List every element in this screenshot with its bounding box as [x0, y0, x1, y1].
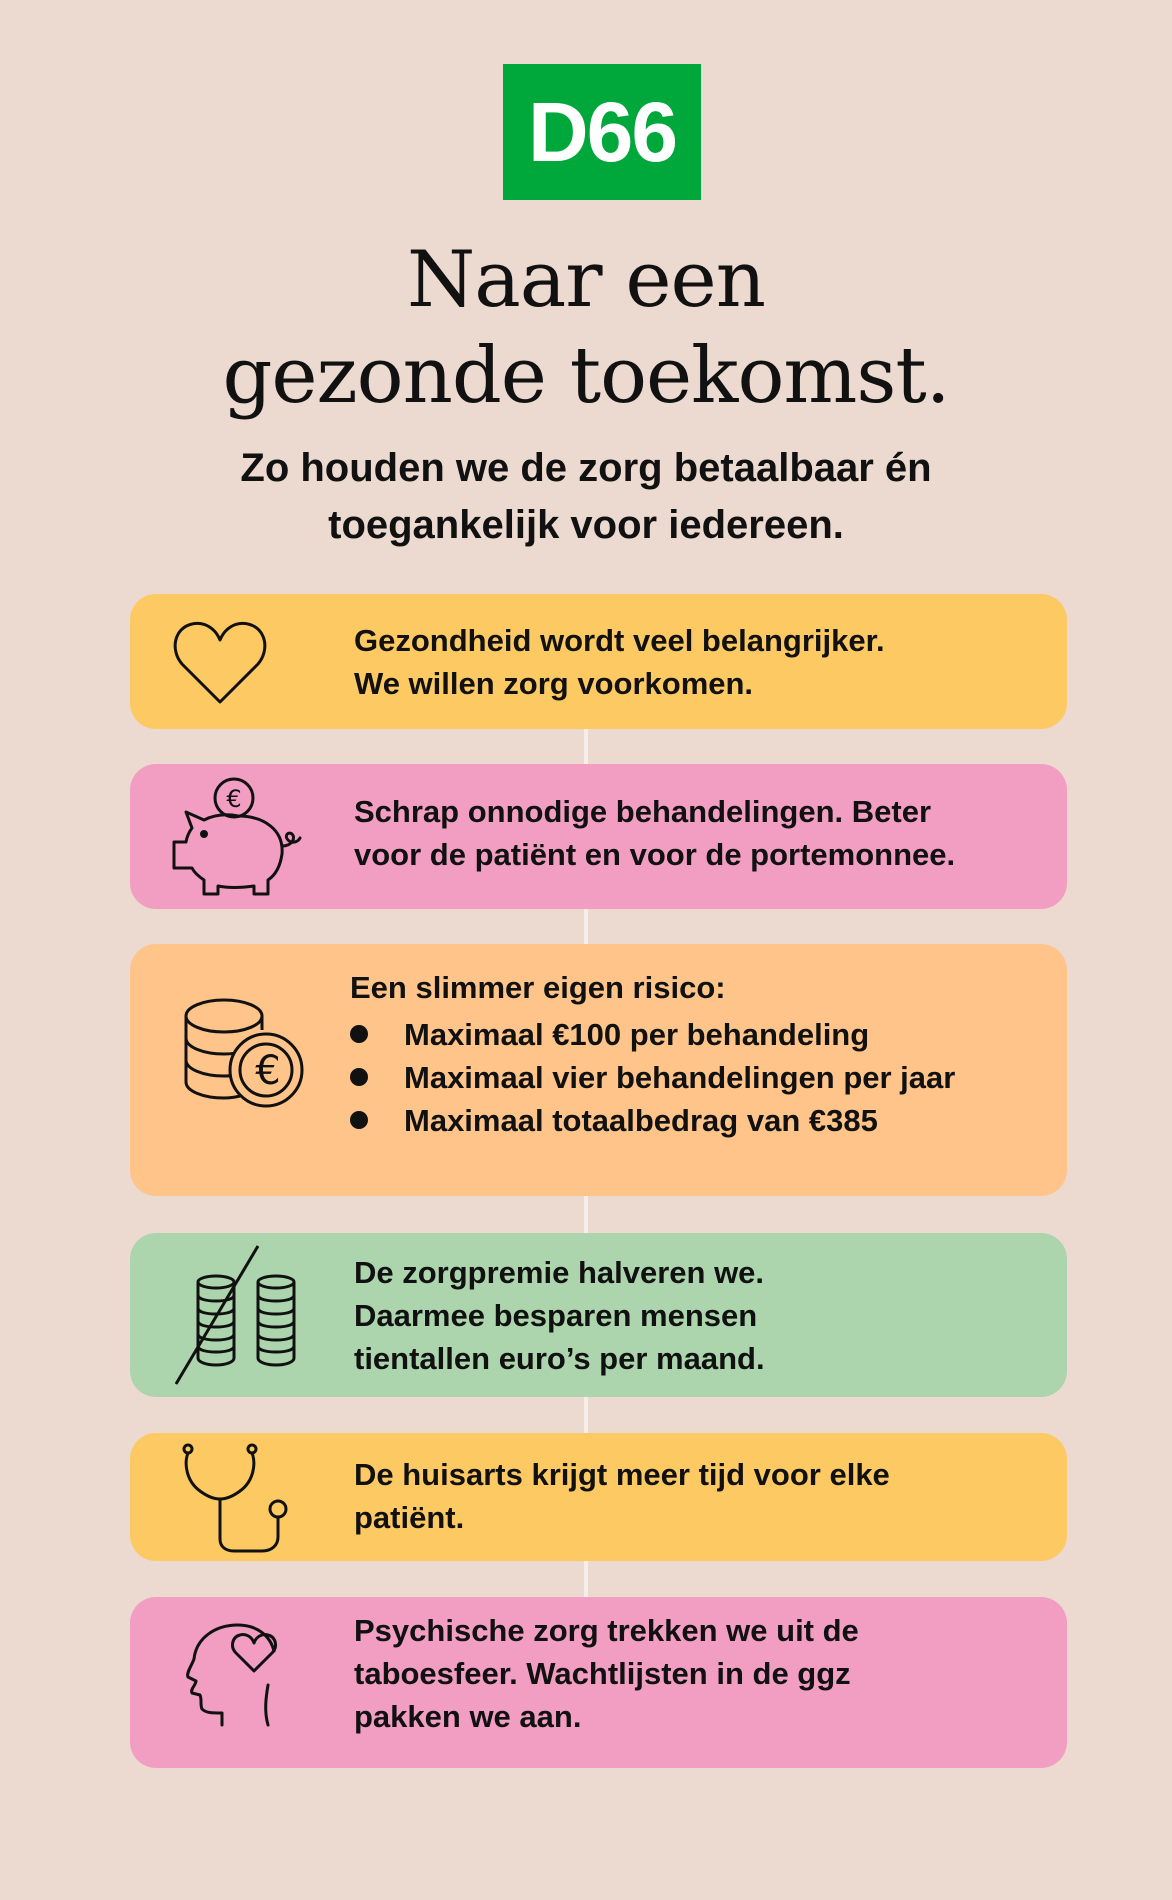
own-risk-heading: Een slimmer eigen risico: — [350, 970, 726, 1005]
subtitle-line-1: Zo houden we de zorg betaalbaar én — [240, 446, 932, 490]
svg-text:€: € — [226, 785, 242, 813]
card-mental-health-text — [354, 1609, 1037, 1738]
svg-text:€: € — [255, 1048, 281, 1094]
text-line: Gezondheid wordt veel belangrijker. — [354, 623, 885, 658]
heart-icon — [170, 614, 270, 710]
coin-stacks-halved-icon — [174, 1238, 300, 1388]
piggy-bank-icon — [168, 776, 304, 898]
text-line: Psychische zorg trekken we uit de — [354, 1613, 859, 1648]
card-prevention — [130, 594, 1067, 729]
list-item-text: Maximaal totaalbedrag van €385 — [404, 1103, 878, 1138]
bullet-icon — [350, 1068, 368, 1086]
text-line: taboesfeer. Wachtlijsten in de ggz — [354, 1656, 851, 1691]
bullet-icon — [350, 1111, 368, 1129]
page-subtitle — [0, 440, 1172, 554]
text-line: De huisarts krijgt meer tijd voor elke — [354, 1457, 890, 1492]
card-gp-text — [354, 1453, 1037, 1539]
stethoscope-icon — [180, 1441, 292, 1553]
d66-logo: D66 — [503, 64, 701, 200]
head-heart-icon — [182, 1621, 294, 1731]
title-line-1: Naar een — [407, 235, 765, 325]
list-item — [350, 1099, 1037, 1142]
text-line: voor de patiënt en voor de portemonnee. — [354, 837, 956, 872]
card-mental-health — [130, 1597, 1067, 1768]
text-line: Schrap onnodige behandelingen. Beter — [354, 794, 932, 829]
text-line: patiënt. — [354, 1500, 465, 1535]
list-item-text: Maximaal vier behandelingen per jaar — [404, 1060, 956, 1095]
card-own-risk-text — [350, 966, 1037, 1142]
subtitle-line-2: toegankelijk voor iedereen. — [328, 503, 844, 547]
own-risk-list — [350, 1013, 1037, 1142]
card-prevention-text — [354, 619, 1037, 705]
card-premium-text — [354, 1251, 1037, 1380]
text-line: We willen zorg voorkomen. — [354, 666, 754, 701]
text-line: De zorgpremie halveren we. — [354, 1255, 765, 1290]
list-item — [350, 1013, 1037, 1056]
text-line: Daarmee besparen mensen — [354, 1298, 758, 1333]
title-line-2: gezonde toekomst. — [222, 331, 950, 421]
bullet-icon — [350, 1025, 368, 1043]
list-item-text: Maximaal €100 per behandeling — [404, 1017, 870, 1052]
card-premium — [130, 1233, 1067, 1397]
coins-euro-icon — [184, 996, 308, 1108]
card-treatments-text — [354, 790, 1037, 876]
page-title — [0, 232, 1172, 424]
text-line: pakken we aan. — [354, 1699, 582, 1734]
list-item — [350, 1056, 1037, 1099]
text-line: tientallen euro’s per maand. — [354, 1341, 765, 1376]
card-gp — [130, 1433, 1067, 1561]
card-own-risk — [130, 944, 1067, 1196]
card-treatments — [130, 764, 1067, 909]
